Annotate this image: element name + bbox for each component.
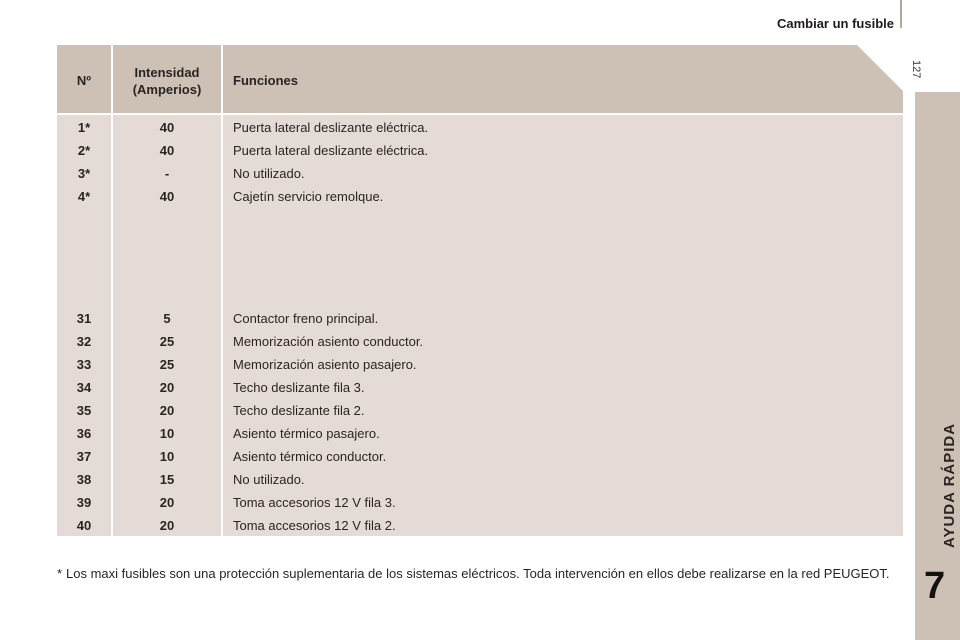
table-row — [57, 186, 903, 209]
fuse-intensity: 20 — [159, 518, 175, 533]
footnote-mark: * — [57, 566, 63, 581]
fuse-function: Asiento térmico pasajero. — [233, 426, 380, 441]
fuse-intensity: 15 — [159, 472, 175, 487]
fuse-number: 39 — [76, 495, 92, 510]
table-row — [57, 140, 903, 163]
fuse-number: 40 — [76, 518, 92, 533]
fuse-function: Cajetín servicio remolque. — [233, 189, 384, 204]
fuse-function: Contactor freno principal. — [233, 311, 379, 326]
fuse-number: 1* — [77, 120, 91, 135]
fuse-intensity: 25 — [159, 357, 175, 372]
table-row — [57, 163, 903, 186]
fuse-number: 38 — [76, 472, 92, 487]
chapter-tab — [915, 92, 960, 640]
fuse-intensity: 40 — [159, 189, 175, 204]
table-row — [57, 492, 903, 515]
fuse-number: 4* — [77, 189, 91, 204]
fuse-number: 34 — [76, 380, 92, 395]
fuse-function: Techo deslizante fila 3. — [233, 380, 365, 395]
table-row — [57, 308, 903, 331]
table-row — [57, 446, 903, 469]
table-row — [57, 377, 903, 400]
table-row — [57, 331, 903, 354]
fuse-function: Techo deslizante fila 2. — [233, 403, 365, 418]
chapter-tab-label: AYUDA RÁPIDA — [941, 422, 958, 548]
section-title: Cambiar un fusible — [776, 16, 894, 31]
header-intensity: Intensidad (Amperios) — [132, 65, 202, 97]
fuse-intensity: 25 — [159, 334, 175, 349]
fuse-number: 31 — [76, 311, 92, 326]
header-rule — [900, 0, 902, 28]
fuse-number: 35 — [76, 403, 92, 418]
page-number: 127 — [910, 60, 922, 79]
fuse-function: Memorización asiento pasajero. — [233, 357, 417, 372]
fuse-number: 37 — [76, 449, 92, 464]
fuse-intensity: 20 — [159, 495, 175, 510]
fuse-number: 2* — [77, 143, 91, 158]
fuse-function: No utilizado. — [233, 472, 305, 487]
fuse-intensity: 5 — [163, 311, 171, 326]
fuse-function: Toma accesorios 12 V fila 3. — [233, 495, 396, 510]
fuse-number: 32 — [76, 334, 92, 349]
table-row — [57, 354, 903, 377]
fuse-intensity: 10 — [159, 449, 175, 464]
fuse-function: Memorización asiento conductor. — [233, 334, 424, 349]
header-number: Nº — [76, 73, 92, 88]
table-row — [57, 423, 903, 446]
fuse-function: Puerta lateral deslizante eléctrica. — [233, 120, 429, 135]
fuse-function: Toma accesorios 12 V fila 2. — [233, 518, 396, 533]
table-row — [57, 515, 903, 538]
fuse-intensity: 20 — [159, 380, 175, 395]
table-row — [57, 117, 903, 140]
header-functions: Funciones — [233, 73, 299, 88]
fuse-function: Asiento térmico conductor. — [233, 449, 387, 464]
fuse-function: No utilizado. — [233, 166, 305, 181]
table-row — [57, 469, 903, 492]
fuse-number: 3* — [77, 166, 91, 181]
fuse-intensity: - — [164, 166, 170, 181]
table-row — [57, 400, 903, 423]
footnote-text: Los maxi fusibles son una protección suplementaria de los sistemas eléctricos. Toda intervención en ellos debe realizarse en la red PEUGEOT. — [66, 566, 890, 581]
footnote — [57, 566, 903, 581]
fuse-intensity: 10 — [159, 426, 175, 441]
header-divider — [57, 113, 903, 115]
fuse-number: 33 — [76, 357, 92, 372]
fuse-number: 36 — [76, 426, 92, 441]
fuse-intensity: 40 — [159, 143, 175, 158]
fuse-function: Puerta lateral deslizante eléctrica. — [233, 143, 429, 158]
fuse-intensity: 40 — [159, 120, 175, 135]
chapter-number: 7 — [924, 565, 946, 607]
fuse-intensity: 20 — [159, 403, 175, 418]
